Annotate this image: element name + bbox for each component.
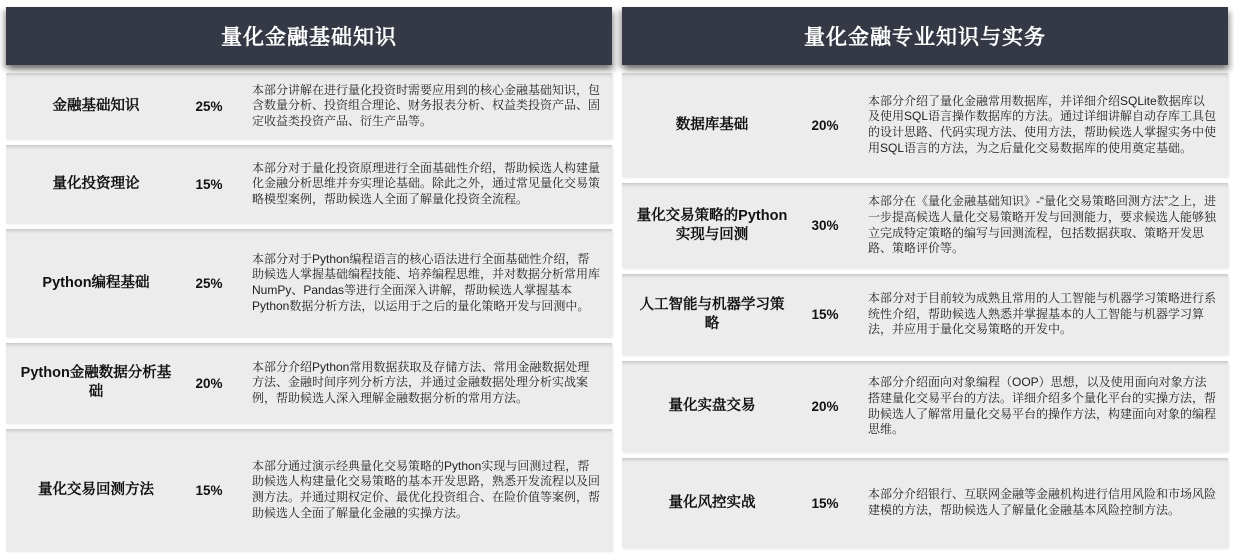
column-professional-header-title: 量化金融专业知识与实务 — [804, 26, 1046, 49]
course-description: 本部分介绍了量化金融常用数据库，并详细介绍SQLite数据库以及使用SQL语言操作数据库的方法。通过详细讲解自动存库工具包的设计思路、代码实现方法、使用方法，帮助候选人掌握实务中使用SQL语言的方法，为之后量化交易数据库的使用奠定基础。 — [868, 93, 1217, 155]
course-weight: 15% — [195, 176, 223, 192]
course-row — [6, 73, 612, 139]
course-description: 本部分介绍Python常用数据获取及存储方法、常用金融数据处理方法、金融时间序列分析方法，并通过金融数据处理分析实战案例，帮助候选人深入理解金融数据分析的常用方法。 — [252, 359, 590, 405]
course-weight: 20% — [811, 117, 839, 133]
course-title: 金融基础知识 — [52, 97, 140, 114]
course-description: 本部分通过演示经典量化交易策略的Python实现与回测过程，帮助候选人构建量化交易策略的基本开发思路，熟悉开发流程以及回测方法。并通过期权定价、最优化投资组合、在险价值等案例，帮助候选人全面了解量化金融的实操方法。 — [252, 458, 601, 520]
course-row — [6, 145, 612, 223]
column-professional-header — [622, 7, 1228, 65]
course-row — [6, 229, 612, 337]
course-row — [622, 183, 1228, 268]
course-description: 本部分对于Python编程语言的核心语法进行全面基础性介绍，帮助候选人掌握基础编程技能、培养编程思维，并对数据分析常用库NumPy、Pandas等进行全面深入讲解，帮助候选人掌握基本Python数据分析方法，以运用于之后的量化策略开发与回测中。 — [252, 251, 601, 313]
course-weight: 15% — [195, 482, 223, 498]
course-title: 量化风控实战 — [668, 494, 756, 511]
course-weight: 25% — [195, 98, 223, 114]
course-row — [622, 274, 1228, 355]
course-title: 量化交易策略的Python实现与回测 — [636, 207, 788, 243]
course-weight: 15% — [811, 495, 839, 511]
course-row — [622, 73, 1228, 177]
course-row — [622, 458, 1228, 548]
course-title: 量化实盘交易 — [668, 398, 756, 415]
course-row — [622, 361, 1228, 452]
course-description: 本部分讲解在进行量化投资时需要应用到的核心金融基础知识，包含数量分析、投资组合理论、财务报表分析、权益类投资产品、固定收益类投资产品、衍生产品等。 — [252, 82, 601, 128]
course-weight: 20% — [811, 399, 839, 414]
column-basic-knowledge — [6, 7, 612, 554]
course-title: Python金融数据分析基础 — [20, 365, 172, 400]
course-description: 本部分在《量化金融基础知识》-“量化交易策略回测方法”之上，进一步提高候选人量化交易策略开发与回测能力，要求候选人能够独立完成特定策略的编写与回测流程，包括数据获取、策略开发思路、策略评价等。 — [868, 194, 1217, 256]
course-title: 量化交易回测方法 — [38, 481, 154, 498]
course-title: 量化投资理论 — [52, 175, 140, 192]
course-title: 数据库基础 — [675, 116, 749, 133]
column-basic-header — [6, 7, 612, 65]
column-basic-header-title: 量化金融基础知识 — [221, 26, 397, 49]
course-description: 本部分对于量化投资原理进行全面基础性介绍，帮助候选人构建量化金融分析思维并夯实理论基础。除此之外，通过常见量化交易策略模型案例，帮助候选人全面了解量化投资全流程。 — [252, 160, 601, 206]
course-description: 本部分介绍面向对象编程（OOP）思想，以及使用面向对象方法搭建量化交易平台的方法。详细介绍多个量化平台的实操方法，帮助候选人了解常用量化交易平台的操作方法，构建面向对象的编程思维。 — [868, 375, 1217, 437]
course-weight: 15% — [811, 307, 839, 322]
course-weight: 25% — [195, 275, 223, 291]
course-description: 本部分对于目前较为成熟且常用的人工智能与机器学习策略进行系统性介绍，帮助候选人熟悉并掌握基本的人工智能与机器学习算法，并应用于量化交易策略的开发中。 — [868, 291, 1217, 337]
column-professional-practice — [622, 7, 1228, 554]
course-row — [6, 429, 612, 551]
course-description: 本部分介绍银行、互联网金融等金融机构进行信用风险和市场风险建模的方法，帮助候选人了解量化金融基本风险控制方法。 — [868, 487, 1217, 517]
course-row — [6, 343, 612, 423]
course-title: 人工智能与机器学习策略 — [639, 296, 785, 332]
course-title: Python编程基础 — [42, 274, 150, 291]
course-weight: 30% — [811, 218, 839, 233]
course-weight: 20% — [195, 375, 223, 391]
